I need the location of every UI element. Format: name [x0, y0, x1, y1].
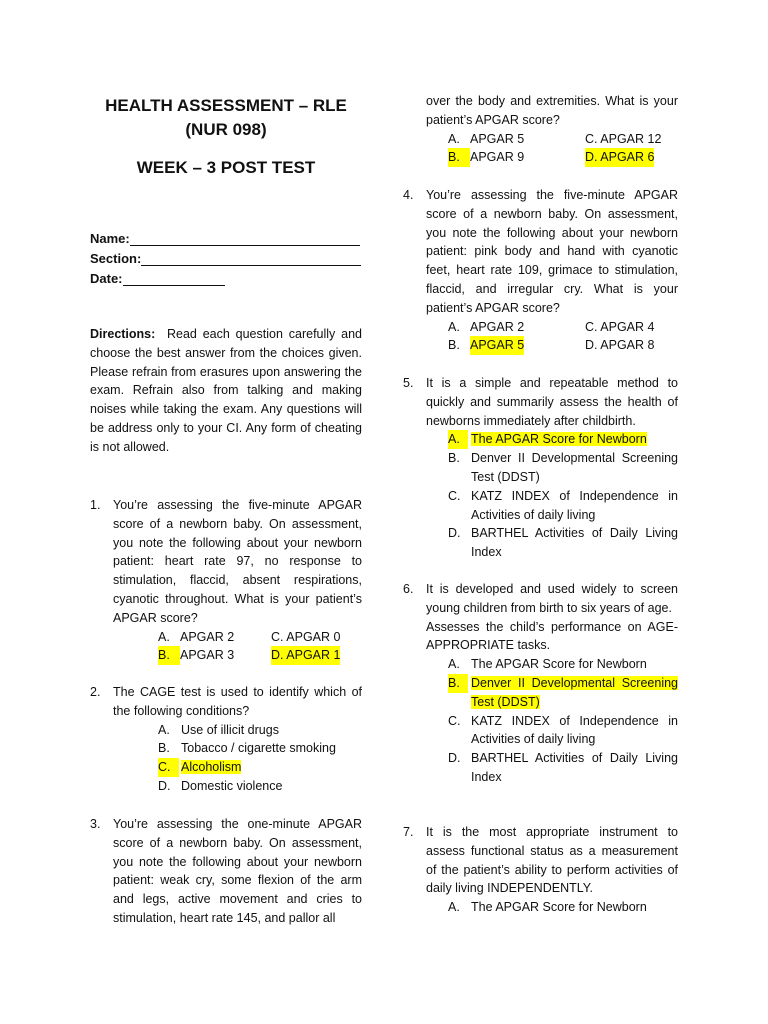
- option-b[interactable]: B. APGAR 9: [448, 148, 585, 167]
- student-info-fields: [90, 226, 362, 286]
- question-text: It is a simple and repeatable method to quickly and summarily assess the health of newborns immediately after childbirth.: [426, 376, 678, 428]
- question-text: You’re assessing the one-minute APGAR score of a newborn baby. On assessment, you note the following about your newborn patient: weak cry, some flexion of the arm and legs, active movement and cries to stimulation, heart rate 145, and pallor all: [113, 817, 362, 925]
- option-a[interactable]: A. APGAR 2: [448, 319, 525, 334]
- question-text-continued: over the body and extremities. What is your patient’s APGAR score?: [426, 94, 678, 127]
- option-d[interactable]: D. APGAR 6: [585, 148, 654, 167]
- question-6: [403, 580, 678, 787]
- title-line-1: HEALTH ASSESSMENT – RLE: [105, 96, 347, 115]
- option-c[interactable]: C. APGAR 0: [271, 629, 341, 644]
- question-text: You’re assessing the five-minute APGAR score of a newborn baby. On assessment, you note the following about your newborn patient: pink body and hand with cyanotic feet, heart rate 109, grimace to stimulation, flaccid, and irregular cry. What is your patient’s APGAR score?: [426, 188, 678, 315]
- option-b[interactable]: B. Denver II Developmental Screening Test (DDST): [448, 451, 678, 484]
- options-list: [426, 655, 678, 787]
- option-a[interactable]: A. The APGAR Score for Newborn: [448, 657, 647, 672]
- question-number: 4.: [403, 188, 414, 202]
- question-text: It is the most appropriate instrument to assess functional status as a measurement of the patient’s ability to perform activities of daily living INDEPENDENTLY.: [426, 825, 678, 896]
- title-line-3: WEEK – 3 POST TEST: [136, 158, 316, 177]
- question-5: [403, 374, 678, 562]
- question-number: 7.: [403, 825, 414, 839]
- question-4: [403, 186, 678, 355]
- section-line[interactable]: [141, 251, 361, 266]
- section-field[interactable]: [90, 246, 362, 266]
- question-number: 2.: [90, 685, 101, 699]
- option-c[interactable]: C. KATZ INDEX of Independence in Activities of daily living: [448, 488, 678, 522]
- directions-text: Read each question carefully and choose the best answer from the choices given. Please refrain from erasures upon answering the exam. Refrain also from talking and making noises while taking the exam. Any questions will be address only to your CI. Any form of cheating is not allowed.: [90, 327, 362, 454]
- option-c[interactable]: C. Alcoholism: [158, 758, 362, 777]
- question-number: 5.: [403, 376, 414, 390]
- title-line-2: (NUR 098): [185, 120, 267, 139]
- options-list: [426, 898, 678, 917]
- question-text-2: Assesses the child’s performance on AGE-APPROPRIATE tasks.: [426, 619, 678, 653]
- date-label: Date:: [90, 271, 123, 286]
- option-b[interactable]: B. Tobacco / cigarette smoking: [158, 741, 336, 756]
- options-list: [426, 430, 678, 562]
- question-text: You’re assessing the five-minute APGAR score of a newborn baby. On assessment, you note the following about your newborn patient: heart rate 97, no response to stimulation, flaccid, absent respirations, cyanotic throughout. What is your patient’s APGAR score?: [113, 498, 362, 625]
- question-2: [90, 683, 362, 796]
- question-number: 6.: [403, 582, 414, 596]
- option-d[interactable]: D. APGAR 1: [271, 646, 340, 665]
- question-7: [403, 823, 678, 917]
- question-3: [90, 815, 362, 928]
- directions-label: Directions:: [90, 327, 156, 341]
- question-number: 1.: [90, 498, 101, 512]
- question-text: The CAGE test is used to identify which of the following conditions?: [113, 685, 362, 718]
- option-d[interactable]: D. BARTHEL Activities of Daily Living Index: [448, 751, 678, 784]
- option-b[interactable]: B. APGAR 3: [158, 646, 271, 665]
- question-text: It is developed and used widely to screen young children from birth to six years of age.: [426, 582, 678, 615]
- option-a[interactable]: A. APGAR 2: [158, 629, 235, 644]
- option-a[interactable]: A. APGAR 5: [448, 131, 525, 146]
- options-row-1: [113, 628, 362, 647]
- question-number: 3.: [90, 817, 101, 831]
- option-a[interactable]: A. The APGAR Score for Newborn: [448, 900, 647, 915]
- exam-title: [90, 94, 362, 180]
- options-row-1: [426, 130, 678, 149]
- options-list: [113, 721, 362, 796]
- option-a[interactable]: A. The APGAR Score for Newborn: [448, 430, 678, 449]
- options-row-2: [113, 646, 362, 665]
- option-d[interactable]: D. APGAR 8: [585, 338, 655, 353]
- option-c[interactable]: C. APGAR 12: [585, 131, 662, 146]
- name-field[interactable]: [90, 226, 362, 246]
- option-b[interactable]: B. APGAR 5: [448, 336, 585, 355]
- question-3-continued: [403, 92, 678, 167]
- option-c[interactable]: C. KATZ INDEX of Independence in Activities of daily living: [448, 713, 678, 747]
- option-c[interactable]: C. APGAR 4: [585, 319, 655, 334]
- option-d[interactable]: D. BARTHEL Activities of Daily Living Index: [448, 526, 678, 560]
- date-line[interactable]: [123, 271, 225, 286]
- date-field[interactable]: [90, 266, 362, 286]
- option-a[interactable]: A. Use of illicit drugs: [158, 722, 279, 737]
- option-d[interactable]: D. Domestic violence: [158, 778, 283, 793]
- name-label: Name:: [90, 231, 130, 246]
- options-row-2: [426, 148, 678, 167]
- options-row-1: [426, 318, 678, 337]
- option-b[interactable]: B. Denver II Developmental Screening Test (DDST): [448, 675, 678, 709]
- name-line[interactable]: [130, 231, 360, 246]
- options-row-2: [426, 336, 678, 355]
- section-label: Section:: [90, 251, 142, 266]
- question-1: [90, 496, 362, 665]
- directions: [90, 325, 362, 457]
